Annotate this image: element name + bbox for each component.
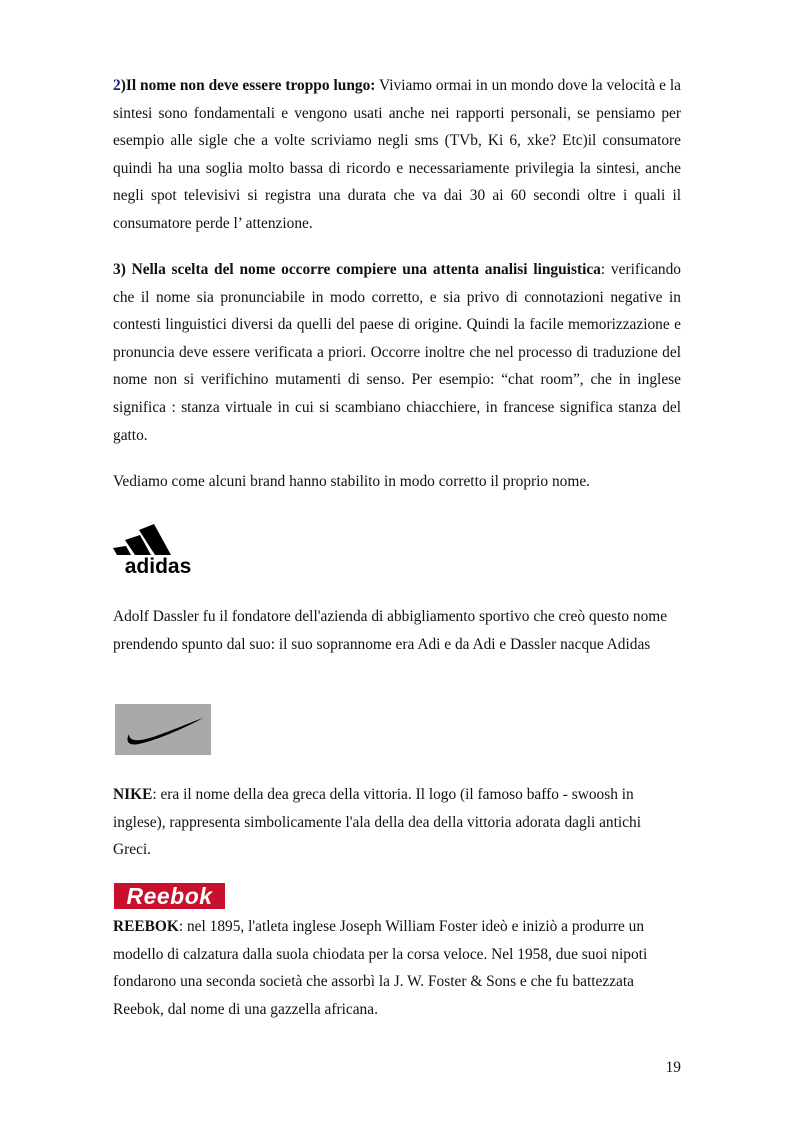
nike-logo	[115, 704, 211, 755]
section-2-text: Viviamo ormai in un mondo dove la velocità e la sintesi sono fondamentali e vengono usati anche nei rapporti personali, se pensiamo per esempio alle sigle che a volte scriviamo negli sms (TVb, Ki 6, xke? Etc)il consumatore quindi ha una soglia molto bassa di ricordo e necessariamente privilegia la sintesi, anche negli spot televisivi si registra una durata che va dai 30 ai 60 secondi oltre i quali il consumatore perde l’ attenzione.	[113, 77, 681, 232]
page-number: 19	[665, 1059, 681, 1076]
adidas-wordmark: adidas	[124, 555, 192, 577]
section-2-heading: )Il nome non deve essere troppo lungo:	[120, 77, 376, 94]
reebok-logo: Reebok	[114, 883, 225, 909]
nike-text: : era il nome della dea greca della vittoria. Il logo (il famoso baffo - swoosh in inglese), rappresenta simbolicamente l'ala della dea della vittoria adorata dagli antichi Greci.	[113, 786, 641, 859]
reebok-label: REEBOK	[113, 918, 179, 935]
reebok-text: : nel 1895, l'atleta inglese Joseph William Foster ideò e iniziò a produrre un modello di calzatura dalla suola chiodata per la corsa veloce. Nel 1958, due suoi nipoti fondarono una seconda società che assorbì la J. W. Foster & Sons e che fu battezzata Reebok, dal nome di una gazzella africana.	[113, 918, 648, 1018]
swoosh-icon	[115, 704, 211, 755]
section-3-text: : verificando che il nome sia pronunciabile in modo corretto, e sia privo di connotazioni negative in contesti linguistici diversi da quelli del paese di origine. Quindi la facile memorizzazione e pronuncia deve essere verificata a priori. Occorre inoltre che nel processo di traduzione del nome non si verifichino mutamenti di senso. Per esempio: “chat room”, che in inglese significa : stanza virtuale in cui si scambiano chiacchiere, in francese significa stanza del gatto.	[113, 261, 682, 444]
reebok-paragraph	[113, 913, 681, 1023]
section-2-number: 2	[113, 77, 121, 94]
section-3-paragraph	[113, 256, 681, 449]
intro-paragraph: Vediamo come alcuni brand hanno stabilito in modo corretto il proprio nome.	[113, 473, 590, 490]
section-2-paragraph	[113, 72, 681, 238]
adidas-stripes-icon	[113, 515, 203, 577]
nike-label: NIKE	[113, 786, 153, 803]
nike-paragraph	[113, 781, 681, 864]
adidas-paragraph: Adolf Dassler fu il fondatore dell'azienda di abbigliamento sportivo che creò questo nome prendendo spunto dal suo: il suo soprannome era Adi e da Adi e Dassler nacque Adidas	[113, 608, 668, 653]
adidas-logo	[113, 515, 203, 577]
section-3-heading: 3) Nella scelta del nome occorre compiere una attenta analisi linguistica	[113, 261, 601, 278]
